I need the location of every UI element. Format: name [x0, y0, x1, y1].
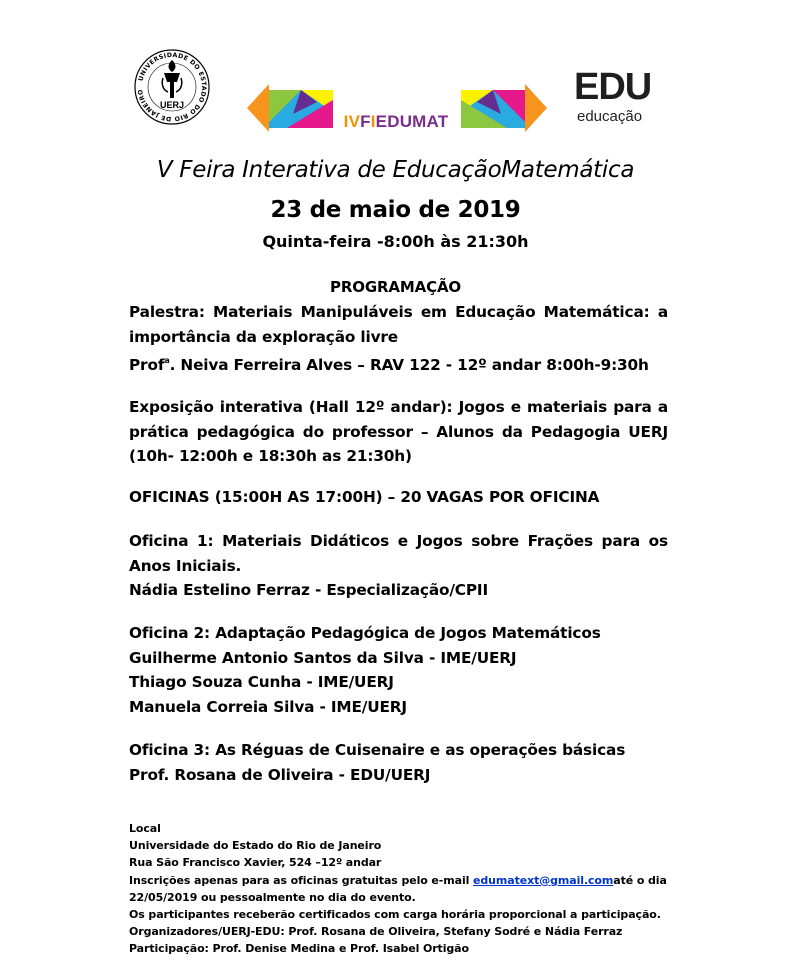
edu-logo-word: EDU [574, 66, 652, 108]
oficina-3-person: Prof. Rosana de Oliveira - EDU/UERJ [129, 765, 431, 784]
event-title: V Feira Interativa de EducaçãoMatemática [156, 157, 635, 183]
oficina-2-person: Thiago Souza Cunha - IME/UERJ [129, 673, 394, 691]
puzzle-piece [525, 84, 547, 132]
oficina-3-block [129, 738, 689, 787]
certificados-note: Os participantes receberão certificados com carga horária proporcional a participação. [129, 908, 661, 922]
participacao: Participação: Prof. Denise Medina e Prof. Isabel Ortigão [129, 942, 469, 956]
footer-info [129, 820, 689, 958]
edu-logo-subtitle: educação [577, 108, 643, 125]
event-time: Quinta-feira -8:00h às 21:30h [262, 232, 529, 251]
exposicao-block: Exposição interativa (Hall 12º andar): Jogos e materiais para a prática pedagógica do professor – Alunos da Pedagogia UERJ (10h- 12:00h e 18:30h as 21:30h) [129, 398, 668, 465]
palestra-title: Palestra: Materiais Manipuláveis em Educação Matemática: a importância da exploração livre [129, 303, 668, 346]
uerj-center-text: UERJ [159, 100, 185, 110]
right-puzzle-arrow-logo [461, 82, 547, 134]
inscricoes-deadline: 22/05/2019 ou pessoalmente no dia do evento. [129, 890, 416, 904]
oficina-1-block [129, 529, 668, 603]
palestra-block [129, 300, 668, 378]
uerj-logo [133, 48, 211, 126]
venue: Universidade do Estado do Rio de Janeiro [129, 839, 382, 853]
oficina-2-title: Oficina 2: Adaptação Pedagógica de Jogos Matemáticos [129, 624, 601, 642]
oficina-1-title: Oficina 1: Materiais Didáticos e Jogos sobre Frações para os Anos Iniciais. [129, 532, 668, 575]
address: Rua São Francisco Xavier, 524 –12º andar [129, 856, 382, 870]
oficina-2-person: Manuela Correia Silva - IME/UERJ [129, 697, 407, 716]
inscricoes-line: Inscrições apenas para as oficinas gratuitas pelo e-mail edumatext@gmail.comaté o dia [129, 873, 667, 887]
event-date: 23 de maio de 2019 [270, 197, 521, 223]
oficina-1-person: Nádia Estelino Ferraz - Especialização/CPII [129, 581, 489, 599]
local-label: Local [129, 822, 161, 835]
puzzle-piece [247, 84, 269, 132]
oficinas-header: OFICINAS (15:00H AS 17:00H) – 20 VAGAS POR OFICINA [129, 488, 600, 506]
event-brand-text: IVFIEDUMAT [343, 112, 449, 131]
oficina-2-block [129, 621, 689, 719]
uerj-ring-text: UNIVERSIDADE DO ESTADO DO RIO DE JANEIRO [136, 51, 208, 123]
program-heading: PROGRAMAÇÃO [329, 278, 462, 296]
palestra-speaker: Prof$^a$. Neiva Ferreira Alves – RAV 122 - 12º andar 8:00h-9:30h [129, 356, 649, 374]
oficina-2-person: Guilherme Antonio Santos da Silva - IME/UERJ [129, 648, 517, 667]
left-puzzle-arrow-logo [247, 82, 333, 134]
oficina-3-title: Oficina 3: As Réguas de Cuisenaire e as operações básicas [129, 741, 626, 759]
email-link[interactable]: edumatext@gmail.com [473, 873, 614, 887]
organizadores: Organizadores/UERJ-EDU: Prof. Rosana de Oliveira, Stefany Sodré e Nádia Ferraz [129, 925, 623, 939]
event-brand-logo [328, 112, 464, 132]
